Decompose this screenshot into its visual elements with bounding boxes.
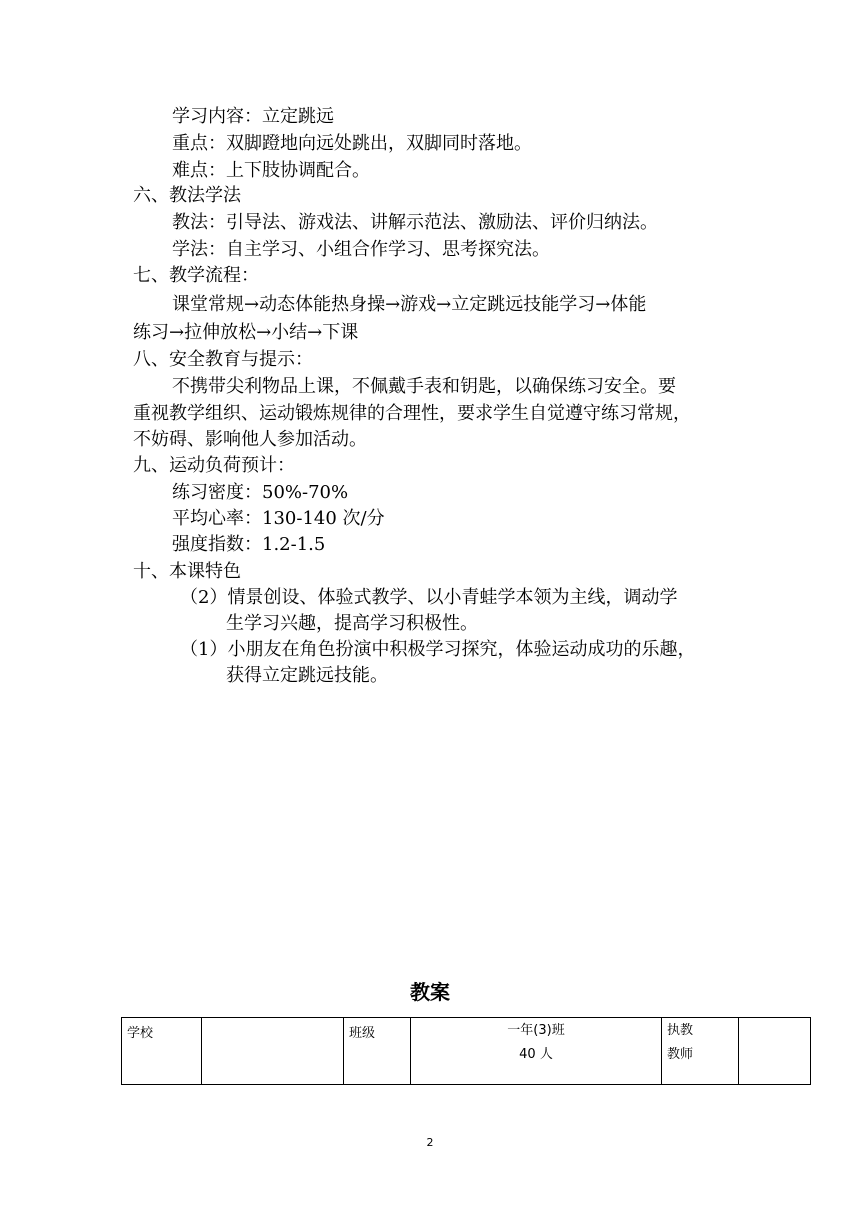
- learning-method-line: 学法：自主学习、小组合作学习、思考探究法。: [172, 239, 550, 260]
- safety-line-2: 重视教学组织、运动锻炼规律的合理性，要求学生自觉遵守练习常规，: [133, 403, 691, 424]
- safety-line-3: 不妨碍、影响他人参加活动。: [133, 429, 367, 450]
- class-label-cell: [344, 1018, 411, 1085]
- section-heading-methods: 六、教法学法: [133, 185, 241, 206]
- school-label-cell: [122, 1018, 202, 1085]
- feature-item-1: （1）小朋友在角色扮演中积极学习探究，体验运动成功的乐趣，: [180, 639, 696, 660]
- section-heading-safety: 八、安全教育与提示：: [133, 349, 313, 370]
- teacher-label-1: 执教: [667, 1023, 694, 1038]
- table-row: [122, 1018, 811, 1085]
- lesson-plan-title: 教案: [410, 980, 450, 1004]
- school-value-cell: [202, 1018, 344, 1085]
- class-label: 班级: [349, 1026, 376, 1041]
- page-number: 2: [426, 1136, 434, 1149]
- safety-line-1: 不携带尖利物品上课，不佩戴手表和钥匙，以确保练习安全。要: [172, 376, 676, 397]
- section-heading-load: 九、运动负荷预计：: [133, 455, 295, 476]
- teacher-label-2: 教师: [667, 1047, 694, 1062]
- practice-density-line: 练习密度：50%-70%: [172, 482, 349, 503]
- teacher-value-cell: [739, 1018, 811, 1085]
- lesson-plan-table: [121, 1017, 811, 1085]
- difficulty-line: 难点：上下肢协调配合。: [172, 160, 370, 181]
- section-heading-features: 十、本课特色: [133, 561, 241, 582]
- heart-rate-line: 平均心率：130-140 次/分: [172, 508, 385, 529]
- class-name: 一年(3)班: [507, 1023, 565, 1038]
- feature-item-2-cont: 生学习兴趣，提高学习积极性。: [226, 613, 478, 634]
- class-value-cell: [411, 1018, 662, 1085]
- feature-item-1-cont: 获得立定跳远技能。: [226, 665, 388, 686]
- class-size: 40 人: [519, 1047, 553, 1062]
- process-line-1: 课堂常规→动态体能热身操→游戏→立定跳远技能学习→体能: [172, 294, 647, 315]
- section-heading-process: 七、教学流程：: [133, 265, 259, 286]
- teacher-label-cell: [662, 1018, 739, 1085]
- process-line-2: 练习→拉伸放松→小结→下课: [133, 322, 359, 343]
- intensity-line: 强度指数：1.2-1.5: [172, 534, 326, 555]
- key-point-line: 重点：双脚蹬地向远处跳出，双脚同时落地。: [172, 133, 532, 154]
- teaching-method-line: 教法：引导法、游戏法、讲解示范法、激励法、评价归纳法。: [172, 212, 658, 233]
- school-label: 学校: [127, 1026, 154, 1041]
- learning-content-line: 学习内容：立定跳远: [172, 106, 334, 127]
- feature-item-2: （2）情景创设、体验式教学、以小青蛙学本领为主线，调动学: [180, 587, 678, 608]
